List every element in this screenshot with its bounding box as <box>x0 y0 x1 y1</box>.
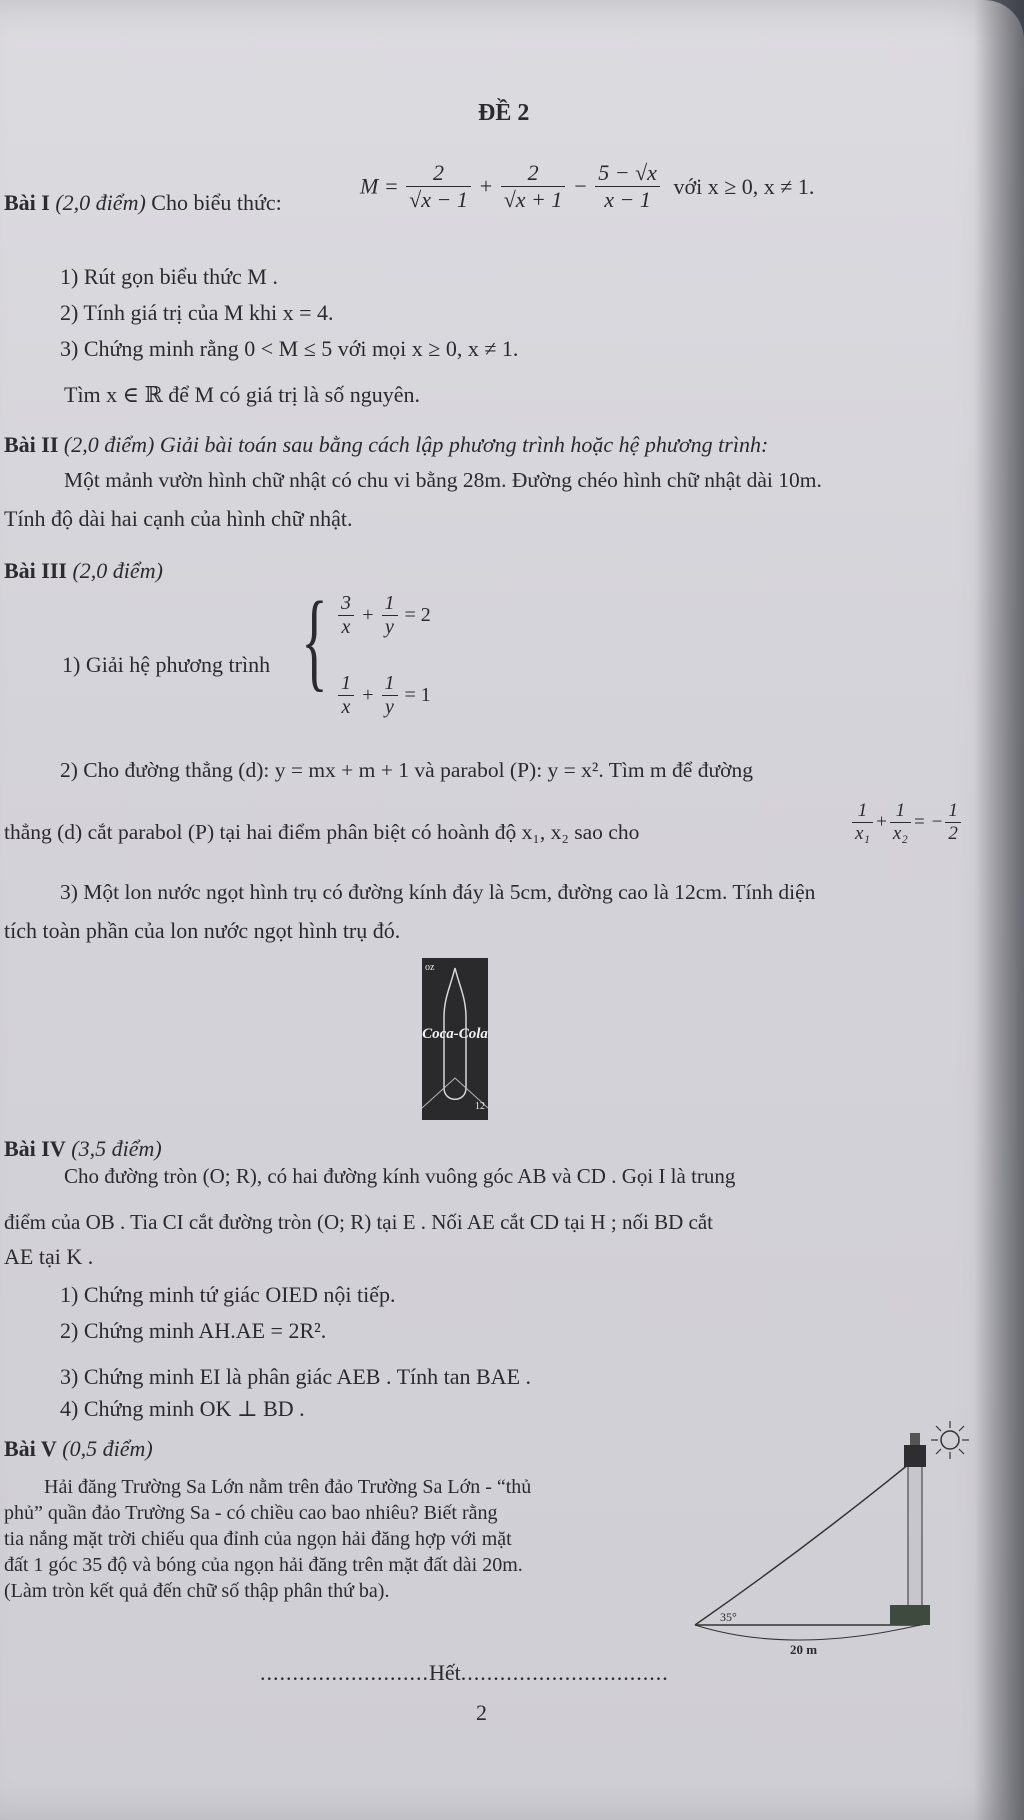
bai5-line2: phủ” quần đảo Trường Sa - có chiều cao bao nhiêu? Biết rằng <box>4 1502 498 1524</box>
expr-prefix: M = <box>360 173 399 199</box>
angle-label: 35° <box>720 1610 737 1624</box>
end-marker-line: ..........................Hết................................ <box>260 1660 669 1685</box>
bai2-points: (2,0 điểm) Giải bài toán sau bằng cách lập phương trình hoặc hệ phương trình: <box>63 432 769 457</box>
bai1-q1: 1) Rút gọn biểu thức M . <box>60 264 278 289</box>
bai4-line2: điểm của OB . Tia CI cắt đường tròn (O; R) tại E . Nối AE cắt CD tại H ; nối BD cắt <box>4 1210 713 1234</box>
bai3-q2-condition: $\frac{1}{\text{x₁}}$ + $\frac{1}{\text{x₂}}$ = − $\frac{1}{2}$ <box>850 800 963 845</box>
bai1-heading-line <box>4 190 282 216</box>
bai1-q4: Tìm x ∈ ℝ để M có giá trị là số nguyên. <box>64 382 420 407</box>
bai3-q3-line1: 3) Một lon nước ngọt hình trụ có đường kính đáy là 5cm, đường cao là 12cm. Tính diện <box>60 880 816 904</box>
bai5-heading-line <box>4 1436 153 1462</box>
bai3-heading-line <box>4 558 163 584</box>
bai2-heading-line <box>4 432 768 458</box>
system-brace: { <box>301 579 328 701</box>
bai1-expression: M = $\frac{2}{√x - 1}$ + $\frac{2}{√x + 1}$ − $\frac{5 - √x}{x - 1}$ với x ≥ 0, x ≠ 1. <box>360 160 815 212</box>
bai2-line1: Một mảnh vườn hình chữ nhật có chu vi bằng 28m. Đường chéo hình chữ nhật dài 10m. <box>64 468 822 492</box>
fraction-2: $\frac{2}{√x + 1}$ <box>501 160 566 213</box>
page-edge-shadow <box>974 0 1024 1820</box>
coca-cola-can-image <box>422 958 488 1120</box>
bai4-q2: 2) Chứng minh AH.AE = 2R². <box>60 1318 327 1343</box>
can-volume: 12 <box>475 1101 485 1112</box>
bai1-q3: 3) Chứng minh rằng 0 < M ≤ 5 với mọi x ≥ 0, x ≠ 1. <box>60 336 519 361</box>
equation-2: $\frac{1}{x}$ + $\frac{1}{y}$ = 1 <box>336 672 431 719</box>
bai3-q2-line1: 2) Cho đường thẳng (d): y = mx + m + 1 và parabol (P): y = x². Tìm m để đường <box>60 758 753 782</box>
page-title: ĐỀ 2 <box>478 100 530 126</box>
bai5-line1: Hải đăng Trường Sa Lớn nằm trên đảo Trường Sa Lớn - “thủ <box>44 1476 532 1498</box>
bai1-condition: với x ≥ 0, x ≠ 1. <box>673 173 815 199</box>
bai4-line1: Cho đường tròn (O; R), có hai đường kính vuông góc AB và CD . Gọi I là trung <box>64 1164 736 1188</box>
fraction-1: $\frac{2}{√x - 1}$ <box>406 160 471 213</box>
bai4-q3: 3) Chứng minh EI là phân giác AEB . Tính tan BAE . <box>60 1364 532 1389</box>
bai4-heading: Bài IV <box>4 1136 66 1161</box>
bai1-q2: 2) Tính giá trị của M khi x = 4. <box>60 300 334 325</box>
bai3-points: (2,0 điểm) <box>72 558 163 583</box>
bai5-points: (0,5 điểm) <box>62 1436 153 1461</box>
sun-icon <box>930 1420 970 1460</box>
bai3-q2-line2: thẳng (d) cắt parabol (P) tại hai điểm phân biệt có hoành độ x₁, x₂ sao cho <box>4 820 640 844</box>
can-cap-text: oz <box>425 962 435 973</box>
equation-1: $\frac{3}{x}$ + $\frac{1}{y}$ = 2 <box>336 592 431 639</box>
distance-label: 20 m <box>790 1642 818 1657</box>
bai1-intro: Cho biểu thức: <box>151 190 282 215</box>
bai3-q3-line2: tích toàn phần của lon nước ngọt hình trụ đó. <box>4 918 401 943</box>
bai4-q1: 1) Chứng minh tứ giác OIED nội tiếp. <box>60 1282 396 1307</box>
end-marker: Hết <box>429 1660 461 1685</box>
bai5-line5: (Làm tròn kết quả đến chữ số thập phân thứ ba). <box>4 1580 390 1602</box>
bai4-heading-line <box>4 1136 162 1162</box>
bai3-q1-label: 1) Giải hệ phương trình <box>62 652 271 677</box>
bai1-points: (2,0 điểm) <box>55 190 146 215</box>
bai4-q4: 4) Chứng minh OK ⊥ BD . <box>60 1396 305 1421</box>
bai4-line3: AE tại K . <box>4 1244 94 1269</box>
bai4-points: (3,5 điểm) <box>71 1136 162 1161</box>
bai5-line4: đất 1 góc 35 độ và bóng của ngọn hải đăng trên mặt đất dài 20m. <box>4 1554 523 1576</box>
bai2-heading: Bài II <box>4 432 59 457</box>
bai3-heading: Bài III <box>4 558 67 583</box>
bai5-heading: Bài V <box>4 1436 57 1461</box>
fraction-3: $\frac{5 - √x}{x - 1}$ <box>595 160 660 213</box>
bai5-line3: tia nắng mặt trời chiếu qua đỉnh của ngọn hải đăng hợp với mặt <box>4 1528 512 1550</box>
bai1-heading: Bài I <box>4 190 50 215</box>
bai2-line2: Tính độ dài hai cạnh của hình chữ nhật. <box>4 506 353 531</box>
can-logo: Coca-Cola <box>422 1026 488 1042</box>
page-number: 2 <box>476 1700 487 1725</box>
